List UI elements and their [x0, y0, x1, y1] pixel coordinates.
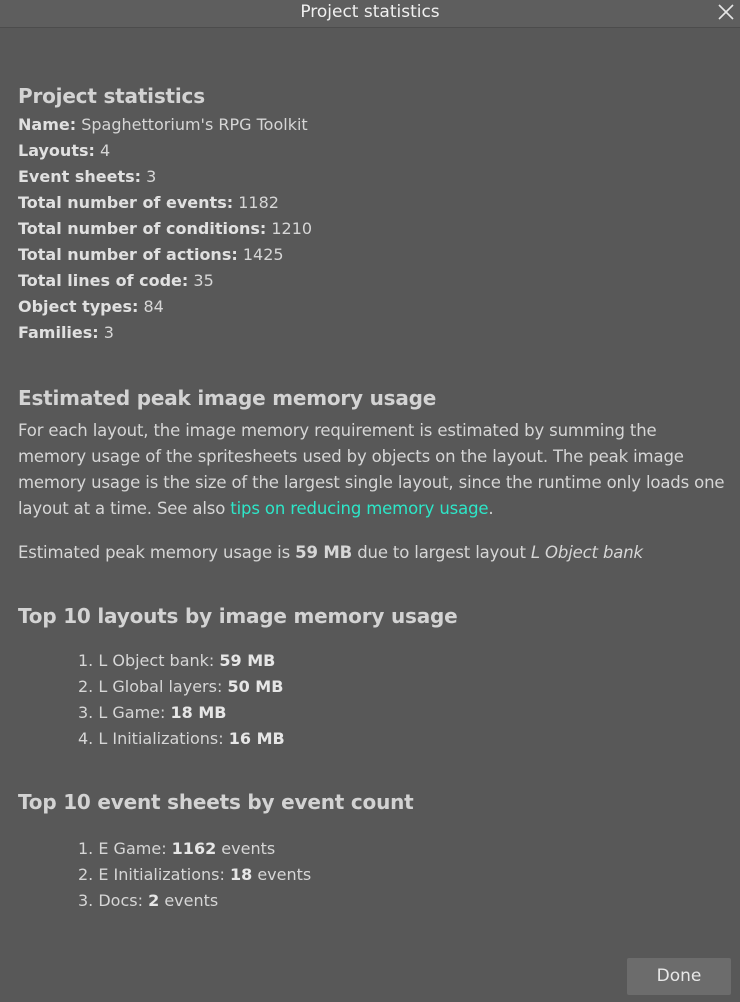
list-item: [78, 862, 728, 888]
stat-label: Layouts:: [18, 141, 95, 160]
stat-label: Name:: [18, 115, 77, 134]
stat-total-events: [18, 190, 728, 216]
stat-name: [18, 112, 728, 138]
stat-value: 3: [146, 167, 157, 186]
stat-label: Object types:: [18, 297, 139, 316]
estimate-middle: due to largest layout: [352, 543, 531, 562]
stat-total-actions: [18, 242, 728, 268]
item-value: 16 MB: [228, 729, 285, 748]
stat-label: Event sheets:: [18, 167, 142, 186]
stat-label: Total lines of code:: [18, 271, 189, 290]
item-number: 2.: [78, 677, 94, 696]
item-name: L Game:: [98, 703, 166, 722]
item-value: 18: [229, 865, 253, 884]
item-value: 18 MB: [170, 703, 227, 722]
item-number: 3.: [78, 891, 94, 910]
item-name: L Initializations:: [98, 729, 224, 748]
stat-label: Families:: [18, 323, 99, 342]
stat-event-sheets: [18, 164, 728, 190]
close-button[interactable]: [714, 0, 740, 24]
stat-label: Total number of actions:: [18, 245, 238, 264]
memory-description-text: For each layout, the image memory requirement is estimated by summing the memory usage of the spritesheets used by objects on the layout. The peak image memory usage is the size of the largest single layout, since the runtime only loads one layout at a time. See also: [18, 421, 725, 518]
item-name: L Object bank:: [98, 651, 215, 670]
stat-label: Total number of events:: [18, 193, 234, 212]
item-number: 2.: [78, 865, 94, 884]
window-title: Project statistics: [300, 2, 440, 22]
stat-lines-of-code: [18, 268, 728, 294]
close-icon: [717, 3, 735, 21]
list-item: [78, 700, 728, 726]
stats-list: [18, 112, 728, 346]
top-sheets-heading: Top 10 event sheets by event count: [18, 790, 414, 814]
stat-value: 84: [143, 297, 164, 316]
memory-description: [18, 418, 728, 522]
done-button[interactable]: Done: [627, 958, 731, 995]
memory-description-end: .: [488, 499, 494, 518]
item-number: 4.: [78, 729, 94, 748]
item-name: L Global layers:: [98, 677, 223, 696]
title-bar: [0, 0, 740, 28]
dialog-content: [18, 80, 728, 914]
stat-object-types: [18, 294, 728, 320]
top-sheets-list: [18, 836, 728, 914]
list-item: [78, 888, 728, 914]
top-layouts-list: [18, 648, 728, 752]
stat-total-conditions: [18, 216, 728, 242]
item-suffix: events: [164, 891, 219, 910]
memory-tips-link[interactable]: tips on reducing memory usage: [230, 499, 489, 518]
memory-estimate: [18, 540, 728, 566]
item-name: Docs:: [98, 891, 143, 910]
stat-value: 4: [99, 141, 111, 160]
top-layouts-heading: Top 10 layouts by image memory usage: [18, 604, 458, 628]
list-item: [78, 674, 728, 700]
item-value: 50 MB: [227, 677, 284, 696]
stat-value: 35: [193, 271, 214, 290]
item-suffix: events: [257, 865, 312, 884]
stat-value: 1210: [271, 219, 313, 238]
item-suffix: events: [221, 839, 276, 858]
stat-value: 3: [103, 323, 114, 342]
item-name: E Initializations:: [98, 865, 225, 884]
item-name: E Game:: [98, 839, 167, 858]
stat-value: 1425: [242, 245, 284, 264]
item-value: 1162: [171, 839, 217, 858]
stat-label: Total number of conditions:: [18, 219, 267, 238]
list-item: [78, 836, 728, 862]
memory-heading: Estimated peak image memory usage: [18, 386, 437, 410]
stat-value: 1182: [238, 193, 279, 212]
list-item: [78, 726, 728, 752]
item-number: 3.: [78, 703, 94, 722]
stat-value: Spaghettorium's RPG Toolkit: [81, 115, 308, 134]
item-value: 59 MB: [219, 651, 276, 670]
item-value: 2: [148, 891, 160, 910]
stat-layouts: [18, 138, 728, 164]
stat-families: [18, 320, 728, 346]
estimate-layout: L Object bank: [530, 543, 643, 562]
item-number: 1.: [78, 839, 94, 858]
item-number: 1.: [78, 651, 94, 670]
estimate-value: 59 MB: [295, 543, 353, 562]
list-item: [78, 648, 728, 674]
estimate-prefix: Estimated peak memory usage is: [18, 543, 296, 562]
stats-heading: Project statistics: [18, 84, 205, 108]
